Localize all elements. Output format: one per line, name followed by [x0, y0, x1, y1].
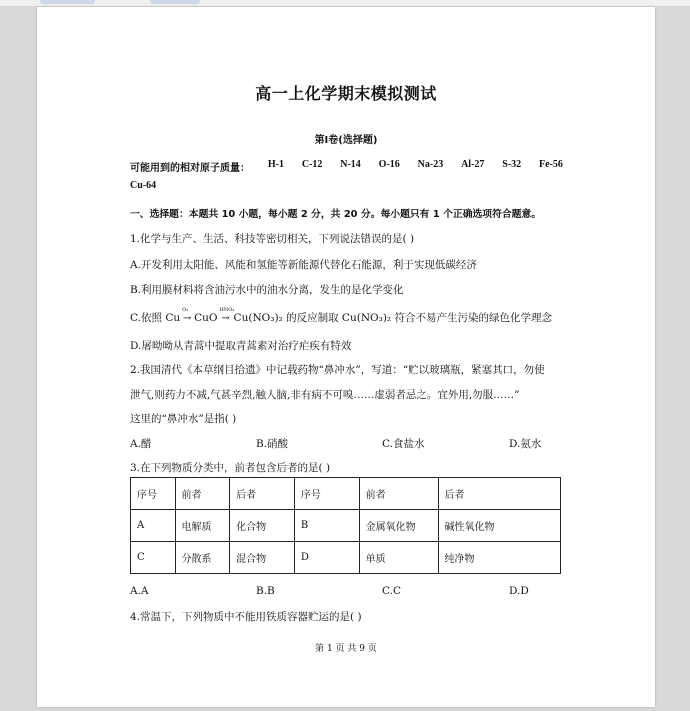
- q3-option-a: A.A: [130, 585, 149, 597]
- table-cell: 碱性氧化物: [438, 510, 560, 542]
- page-title: 高一上化学期末模拟测试: [255, 84, 437, 103]
- atomic-mass: Na-23: [417, 159, 444, 170]
- table-row: [131, 510, 561, 542]
- atomic-mass: C-12: [301, 159, 323, 170]
- reaction-arrow: O₂ →: [182, 307, 192, 324]
- arrow-reagent: O₂: [182, 307, 189, 313]
- q1-option-c: [130, 307, 552, 325]
- q2-option-a: A.醋: [130, 438, 152, 450]
- atomic-masses: [130, 159, 563, 174]
- viewer-toolbar: [0, 0, 690, 6]
- q2-line3: 这里的“鼻冲水”是指( ): [130, 413, 237, 425]
- q3-option-b: B.B: [256, 585, 275, 597]
- q1-stem: 1.化学与生产、生活、科技等密切相关，下列说法错误的是( ): [130, 233, 415, 245]
- table-cell: 前者: [175, 478, 230, 510]
- table-cell: 单质: [359, 542, 438, 574]
- q3-option-d: D.D: [509, 585, 529, 597]
- table-cell: 后者: [438, 478, 560, 510]
- document-page: [37, 7, 655, 707]
- toolbar-tab[interactable]: [40, 0, 95, 4]
- q1-c-suffix: Cu(NO₃)₂ 的反应制取 Cu(NO₃)₂ 符合不易产生污染的绿色化学理念: [233, 312, 552, 324]
- atomic-mass: Al-27: [461, 159, 485, 170]
- atomic-mass: N-14: [340, 159, 361, 170]
- table-cell: 分散系: [175, 542, 230, 574]
- table-cell: A: [131, 510, 176, 542]
- q4-stem: 4.常温下，下列物质中不能用铁质容器贮运的是( ): [130, 611, 362, 623]
- table-cell: 电解质: [175, 510, 230, 542]
- atomic-mass: S-32: [502, 159, 522, 170]
- q2-line2: 泄气,则药力不减,气甚辛烈,触人脑,非有病不可嗅……虚弱者忌之。宜外用,勿服……”: [130, 389, 520, 401]
- table-cell: 混合物: [230, 542, 295, 574]
- table-cell: 化合物: [230, 510, 295, 542]
- part-heading: 一、选择题：本题共 10 小题，每小题 2 分，共 20 分。每小题只有 1 个正确选项符合题意。: [130, 209, 542, 220]
- page-footer: 第 1 页 共 9 页: [315, 644, 377, 654]
- section-title: 第Ⅰ卷(选择题): [314, 135, 378, 146]
- q2-line1: 2.我国清代《本草纲目拾遗》中记载药物“鼻冲水”，写道：“贮以玻璃瓶，紧塞其口，勿使: [130, 364, 545, 376]
- table-cell: B: [294, 510, 359, 542]
- table-cell: 前者: [359, 478, 438, 510]
- arrow-reagent: HNO₃: [219, 307, 235, 313]
- table-cell: D: [294, 542, 359, 574]
- atomic-mass: Fe-56: [539, 159, 563, 170]
- table-header-row: [131, 478, 561, 510]
- q1-option-b: B.利用膜材料将含油污水中的油水分离，发生的是化学变化: [130, 284, 404, 296]
- q3-option-c: C.C: [382, 585, 402, 597]
- table-cell: 纯净物: [438, 542, 560, 574]
- atomic-mass: H-1: [267, 159, 284, 170]
- table-cell: 金属氧化物: [359, 510, 438, 542]
- atomic-mass-cont: Cu-64: [130, 180, 157, 191]
- atomic-mass: O-16: [378, 159, 400, 170]
- q2-option-b: B.硝酸: [256, 438, 289, 450]
- q2-option-d: D.氨水: [509, 438, 542, 450]
- table-cell: C: [131, 542, 176, 574]
- q2-option-c: C.食盐水: [382, 438, 425, 450]
- classification-table: [130, 477, 561, 574]
- q3-stem: 3.在下列物质分类中，前者包含后者的是( ): [130, 462, 331, 474]
- q1-c-mid: CuO: [194, 312, 218, 324]
- table-cell: 序号: [294, 478, 359, 510]
- toolbar-tab[interactable]: [150, 0, 200, 4]
- q1-option-a: A.开发利用太阳能、风能和氢能等新能源代替化石能源，利于实现低碳经济: [130, 259, 477, 271]
- atomic-mass-label: 可能用到的相对原子质量：: [130, 163, 250, 174]
- table-row: [131, 542, 561, 574]
- table-cell: 序号: [131, 478, 176, 510]
- q1-c-prefix: C.依照 Cu: [130, 312, 181, 324]
- q1-option-d: D.屠呦呦从青蒿中提取青蒿素对治疗疟疾有特效: [130, 340, 352, 352]
- reaction-arrow: HNO₃ →: [219, 307, 235, 324]
- table-cell: 后者: [230, 478, 295, 510]
